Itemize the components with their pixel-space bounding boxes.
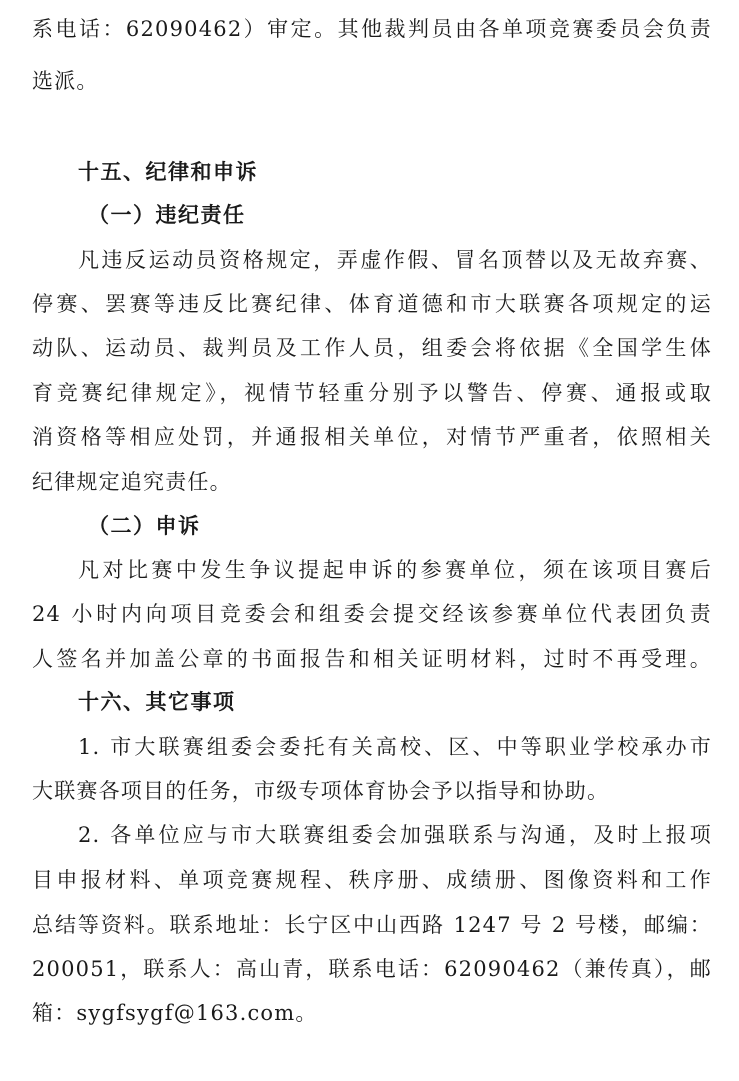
- body-text-line: 总结等资料。联系地址：长宁区中山西路 1247 号 2 号楼，邮编：: [32, 913, 712, 937]
- body-text-line: 停赛、罢赛等违反比赛纪律、体育道德和市大联赛各项规定的运: [32, 292, 712, 316]
- subsection-heading-violation: （一）违纪责任: [88, 203, 246, 227]
- body-text-line: 200051，联系人：高山青，联系电话：62090462（兼传真），邮: [32, 957, 712, 981]
- body-text-line: 人签名并加盖公章的书面报告和相关证明材料，过时不再受理。: [32, 647, 712, 671]
- body-text-line: 系电话：62090462）审定。其他裁判员由各单项竞赛委员会负责: [32, 17, 712, 41]
- subsection-heading-appeal: （二）申诉: [88, 514, 201, 538]
- body-text-line: 凡对比赛中发生争议提起申诉的参赛单位，须在该项目赛后: [78, 558, 712, 582]
- body-text-line: 2. 各单位应与市大联赛组委会加强联系与沟通，及时上报项: [78, 823, 712, 847]
- body-text-line: 大联赛各项目的任务，市级专项体育协会予以指导和协助。: [32, 779, 610, 803]
- body-text-line: 目申报材料、单项竞赛规程、秩序册、成绩册、图像资料和工作: [32, 868, 712, 892]
- body-text-line: 育竞赛纪律规定》，视情节轻重分别予以警告、停赛、通报或取: [32, 381, 712, 405]
- body-text-line: 1. 市大联赛组委会委托有关高校、区、中等职业学校承办市: [78, 735, 712, 759]
- section-heading-16: 十六、其它事项: [78, 690, 236, 714]
- body-text-line: 选派。: [32, 69, 99, 93]
- body-text-line: 消资格等相应处罚，并通报相关单位，对情节严重者，依照相关: [32, 425, 712, 449]
- body-text-line: 凡违反运动员资格规定，弄虚作假、冒名顶替以及无故弃赛、: [78, 248, 712, 272]
- body-text-line: 24 小时内向项目竞委会和组委会提交经该参赛单位代表团负责: [32, 602, 712, 626]
- body-text-line: 动队、运动员、裁判员及工作人员，组委会将依据《全国学生体: [32, 336, 712, 360]
- body-text-line: 箱：sygfsygf@163.com。: [32, 1001, 318, 1025]
- section-heading-15: 十五、纪律和申诉: [78, 160, 258, 184]
- body-text-line: 纪律规定追究责任。: [32, 470, 232, 494]
